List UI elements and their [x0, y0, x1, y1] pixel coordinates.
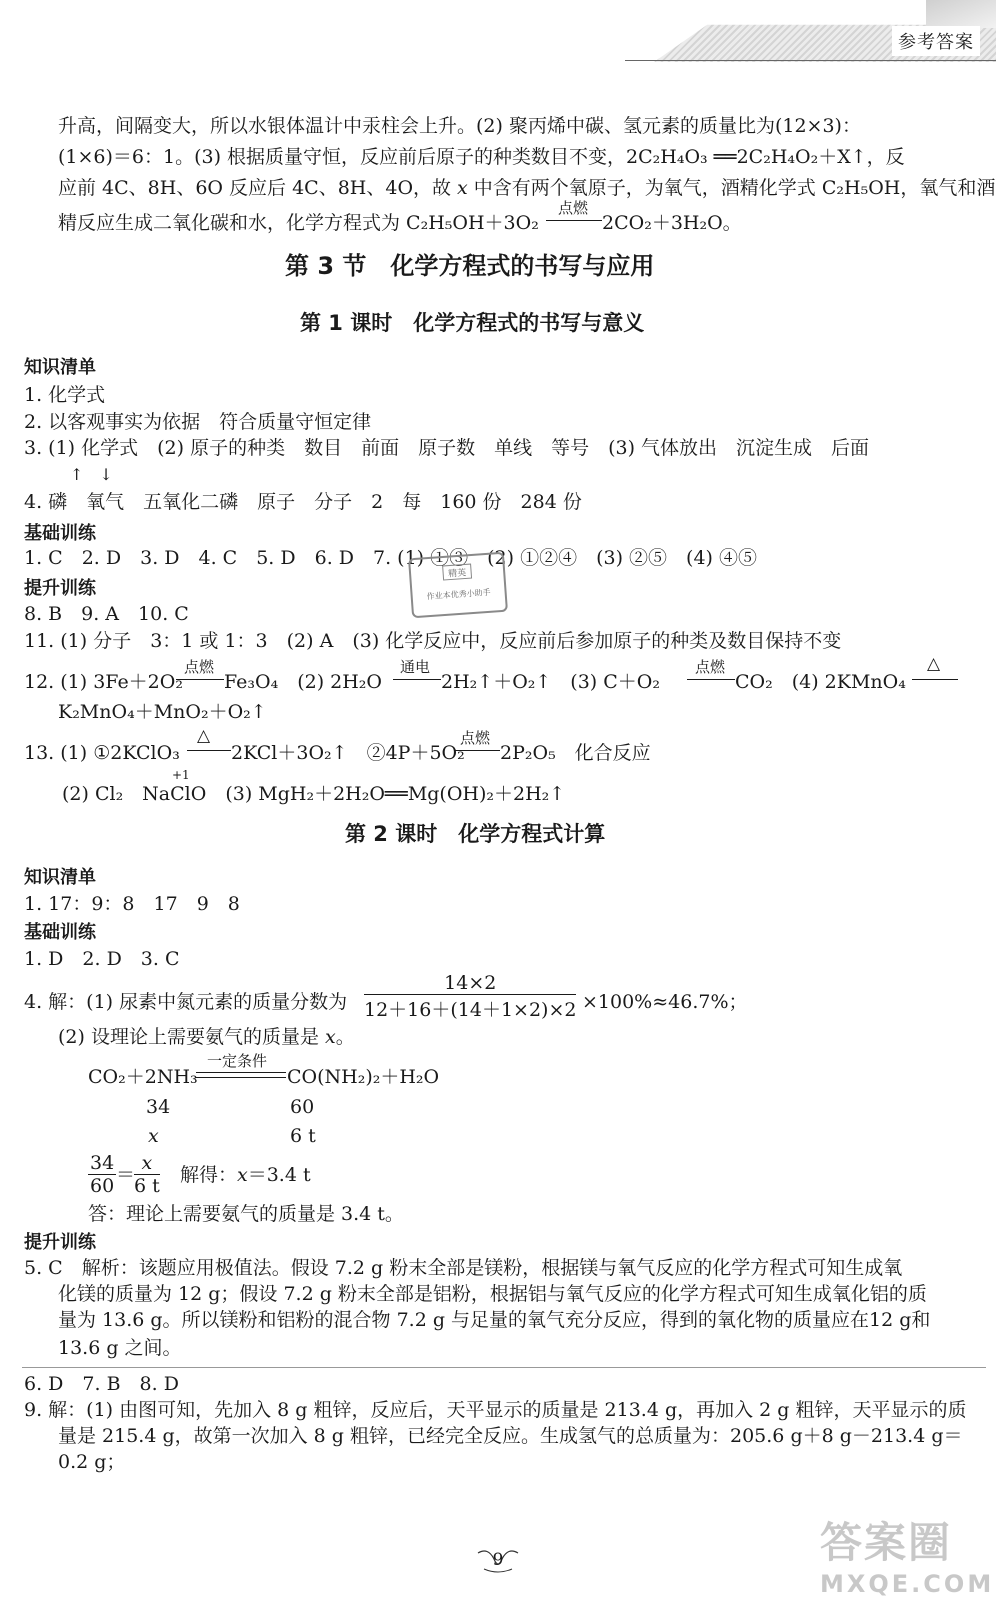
watermark-logo	[820, 1510, 995, 1598]
given-mass: 6 t	[290, 1125, 316, 1147]
fraction-numerator: 14×2	[364, 972, 576, 995]
subsection-heading: 知识清单	[24, 867, 96, 888]
answer-line: 1. C 2. D 3. D 4. C 5. D 6. D 7. (1) ①③ (2) ①②④ (3) ②⑤ (4) ④⑤	[24, 547, 757, 569]
subsection-heading: 知识清单	[24, 357, 96, 378]
header-title: 参考答案	[892, 26, 980, 56]
subsection-heading: 提升训练	[24, 1232, 96, 1253]
valence-superscript: +1	[172, 768, 190, 782]
answer-line: 5. C 解析：该题应用极值法。假设 7.2 g 粉末全部是镁粉，根据镁与氧气反应的化学方程式可知生成氧	[24, 1257, 903, 1279]
answer-line: 4. 磷 氧气 五氧化二磷 原子 分子 2 每 160 份 284 份	[24, 491, 582, 513]
reaction-arrow	[546, 220, 602, 221]
heating-symbol: △	[927, 654, 941, 674]
reaction-condition: 点燃	[184, 658, 215, 676]
watermark-text: 答案圈	[820, 1518, 953, 1567]
page-number-text: 9	[492, 1550, 504, 1570]
stamp-icon	[412, 558, 503, 608]
equation-segment: 12. (1) 3Fe＋2O₂	[24, 671, 183, 693]
fraction-denominator: 60	[90, 1175, 115, 1197]
lesson-title: 第 1 课时 化学方程式的书写与意义	[300, 311, 645, 335]
answer-line: 解得：𝑥＝3.4 t	[180, 1164, 311, 1186]
svg-text:精英: 精英	[447, 568, 467, 580]
reaction-arrow	[393, 679, 441, 680]
equation-segment: 2P₂O₅ 化合反应	[500, 742, 651, 764]
fraction-numerator: 34	[90, 1152, 115, 1174]
answer-line: (2) 设理论上需要氨气的质量是 𝑥。	[58, 1026, 355, 1048]
answer-line: 1. 化学式	[24, 384, 106, 406]
equation-segment: K₂MnO₄＋MnO₂＋O₂↑	[58, 701, 267, 723]
reaction-arrow	[176, 679, 224, 680]
gas-precipitate-arrows: ↑ ↓	[70, 465, 113, 484]
watermark-url: MXQE.COM	[820, 1570, 995, 1598]
reaction-arrow	[912, 679, 958, 680]
unknown-mass: 𝑥	[148, 1125, 159, 1147]
equals-sign: ＝	[116, 1164, 136, 1186]
subsection-heading: 基础训练	[24, 922, 96, 943]
separator	[22, 1367, 986, 1368]
svg-text:作业本优秀小助手: 作业本优秀小助手	[426, 587, 491, 602]
header-rule	[625, 60, 996, 61]
fraction	[364, 972, 576, 1022]
equation-segment: CO(NH₂)₂＋H₂O	[287, 1066, 440, 1088]
text-line: 升高，间隔变大，所以水银体温计中汞柱会上升。(2) 聚丙烯中碳、氢元素的质量比为(12×3)：	[58, 115, 861, 137]
equation-segment: 2KCl＋3O₂↑ ②4P＋5O₂	[231, 742, 465, 764]
fraction	[88, 1152, 116, 1197]
heating-symbol: △	[197, 726, 211, 746]
reaction-condition: 点燃	[460, 729, 491, 747]
answer-line: 答：理论上需要氨气的质量是 3.4 t。	[88, 1203, 404, 1225]
answer-line: 1. D 2. D 3. C	[24, 948, 180, 970]
fraction-numerator: 𝑥	[134, 1152, 160, 1175]
answer-line: 量是 215.4 g，故第一次加入 8 g 粗锌，已经完全反应。生成氢气的总质量为：205.6 g＋8 g－213.4 g＝	[58, 1425, 963, 1447]
answer-line: 8. B 9. A 10. C	[24, 603, 189, 625]
header-corner-decoration	[926, 0, 996, 28]
equation-segment: Fe₃O₄ (2) 2H₂O	[224, 671, 383, 693]
equation-segment: 2H₂↑＋O₂↑ (3) C＋O₂	[441, 671, 660, 693]
page-number	[448, 1545, 548, 1575]
molar-mass: 34	[146, 1096, 171, 1118]
subsection-heading: 基础训练	[24, 523, 96, 544]
answer-line: 化镁的质量为 12 g；假设 7.2 g 粉末全部是铝粉，根据铝与氧气反应的化学方程式可知生成氧化铝的质	[58, 1283, 927, 1305]
reaction-condition: 点燃	[695, 658, 726, 676]
fraction	[134, 1152, 160, 1197]
answer-line: 2. 以客观事实为依据 符合质量守恒定律	[24, 411, 372, 433]
reaction-arrow	[454, 750, 500, 751]
reaction-condition: 点燃	[558, 199, 589, 217]
reaction-condition: 一定条件	[207, 1052, 268, 1070]
lesson-title: 第 2 课时 化学方程式计算	[345, 822, 606, 846]
answer-line: 4. 解：(1) 尿素中氮元素的质量分数为	[24, 991, 348, 1013]
equation-segment: CO₂ (4) 2KMnO₄	[735, 671, 906, 693]
fraction-denominator: 12＋16＋(14＋1×2)×2	[364, 999, 577, 1021]
reaction-arrow	[687, 679, 735, 680]
equation-segment: CO₂＋2NH₃	[88, 1066, 198, 1088]
text-line: 精反应生成二氧化碳和水，化学方程式为 C₂H₅OH＋3O₂	[58, 212, 539, 234]
answer-line: 0.2 g；	[58, 1451, 126, 1473]
equation-segment: 13. (1) ①2KClO₃	[24, 742, 180, 764]
section-title: 第 3 节 化学方程式的书写与应用	[285, 252, 655, 280]
equation-segment: (2) Cl₂ NaClO (3) MgH₂＋2H₂O══Mg(OH)₂＋2H₂↑	[62, 783, 566, 805]
reaction-arrow	[187, 750, 231, 751]
text-line: 2CO₂＋3H₂O。	[602, 212, 742, 234]
answer-line: 11. (1) 分子 3：1 或 1：3 (2) A (3) 化学反应中，反应前后参加原子的种类及数目保持不变	[24, 630, 842, 652]
answer-line: 6. D 7. B 8. D	[24, 1373, 179, 1395]
answer-line: 1. 17：9：8 17 9 8	[24, 893, 240, 915]
answer-line: ×100%≈46.7%；	[582, 991, 748, 1013]
answer-line: 9. 解：(1) 由图可知，先加入 8 g 粗锌，反应后，天平显示的质量是 213.4 g，再加入 2 g 粗锌，天平显示的质	[24, 1399, 967, 1421]
answer-line: 13.6 g 之间。	[58, 1337, 182, 1359]
text-line: (1×6)＝6：1。(3) 根据质量守恒，反应前后原子的种类数目不变，2C₂H₄O₃ ══2C₂H₄O₂＋X↑，反	[58, 146, 905, 168]
subsection-heading: 提升训练	[24, 578, 96, 599]
molar-mass: 60	[290, 1096, 315, 1118]
fraction-denominator: 6 t	[134, 1175, 160, 1197]
text-line: 应前 4C、8H、6O 反应后 4C、8H、4O，故 𝑥 中含有两个氧原子，为氧气，酒精化学式 C₂H₅OH，氧气和酒	[58, 177, 996, 199]
answer-line: 量为 13.6 g。所以镁粉和铝粉的混合物 7.2 g 与足量的氧气充分反应，得到的氧化物的质量应在12 g和	[58, 1309, 931, 1331]
reaction-equals	[196, 1072, 286, 1078]
reaction-condition: 通电	[400, 658, 431, 676]
answer-line: 3. (1) 化学式 (2) 原子的种类 数目 前面 原子数 单线 等号 (3) 气体放出 沉淀生成 后面	[24, 437, 870, 459]
stamp-seal	[408, 552, 508, 619]
